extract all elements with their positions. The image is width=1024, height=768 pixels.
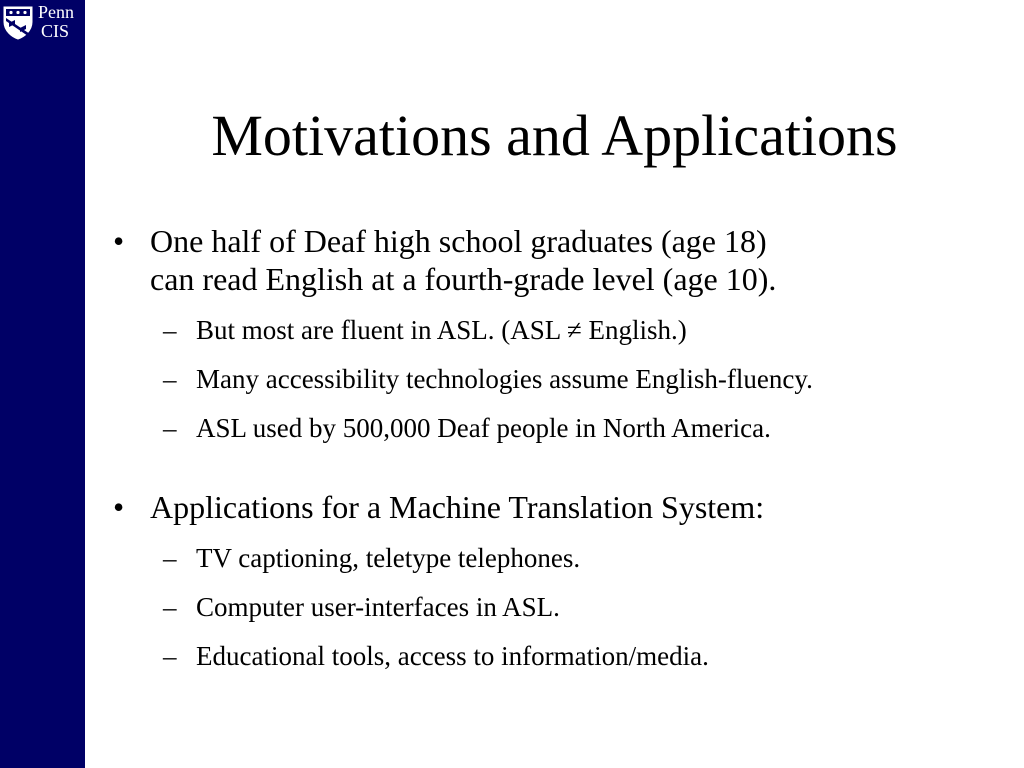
slide-title: Motivations and Applications [211, 103, 898, 168]
bullet-text-line: One half of Deaf high school graduates (age 18) [150, 223, 767, 259]
bullet-mark: • [113, 223, 125, 259]
sub-bullet-mark: – [163, 413, 177, 443]
sub-bullet-item [110, 640, 1015, 672]
penn-shield-icon [3, 6, 33, 40]
bullet-text-line: can read English at a fourth-grade level (age 10). [150, 261, 777, 297]
sub-bullet-item [110, 412, 1015, 444]
sub-bullet-item [110, 542, 1015, 574]
slide-body [110, 222, 1015, 672]
sub-bullet-text: But most are fluent in ASL. (ASL ≠ English.) [196, 315, 687, 345]
sub-bullet-text: Educational tools, access to information/media. [196, 641, 709, 671]
bullet-spacer [110, 444, 1015, 488]
penn-cis-logo [3, 3, 83, 45]
sub-bullet-text: Many accessibility technologies assume English-fluency. [196, 364, 813, 394]
sub-bullet-mark: – [163, 592, 177, 622]
sub-bullet-mark: – [163, 315, 177, 345]
sub-bullet-text: Computer user-interfaces in ASL. [196, 592, 560, 622]
bullet-item [110, 222, 1015, 298]
bullet-text-line: Applications for a Machine Translation System: [150, 489, 765, 525]
bullet-mark: • [113, 489, 125, 525]
bullet-item [110, 488, 1015, 526]
sub-bullet-item [110, 363, 1015, 395]
sidebar-band [0, 0, 85, 768]
sub-bullet-mark: – [163, 543, 177, 573]
sub-bullet-text: ASL used by 500,000 Deaf people in North America. [196, 413, 771, 443]
sub-bullet-mark: – [163, 364, 177, 394]
sub-bullet-text: TV captioning, teletype telephones. [196, 543, 581, 573]
sub-bullet-mark: – [163, 641, 177, 671]
sub-bullet-item [110, 591, 1015, 623]
sub-bullet-item [110, 314, 1015, 346]
logo-line-penn: Penn [38, 2, 74, 22]
logo-line-cis: CIS [41, 21, 70, 41]
